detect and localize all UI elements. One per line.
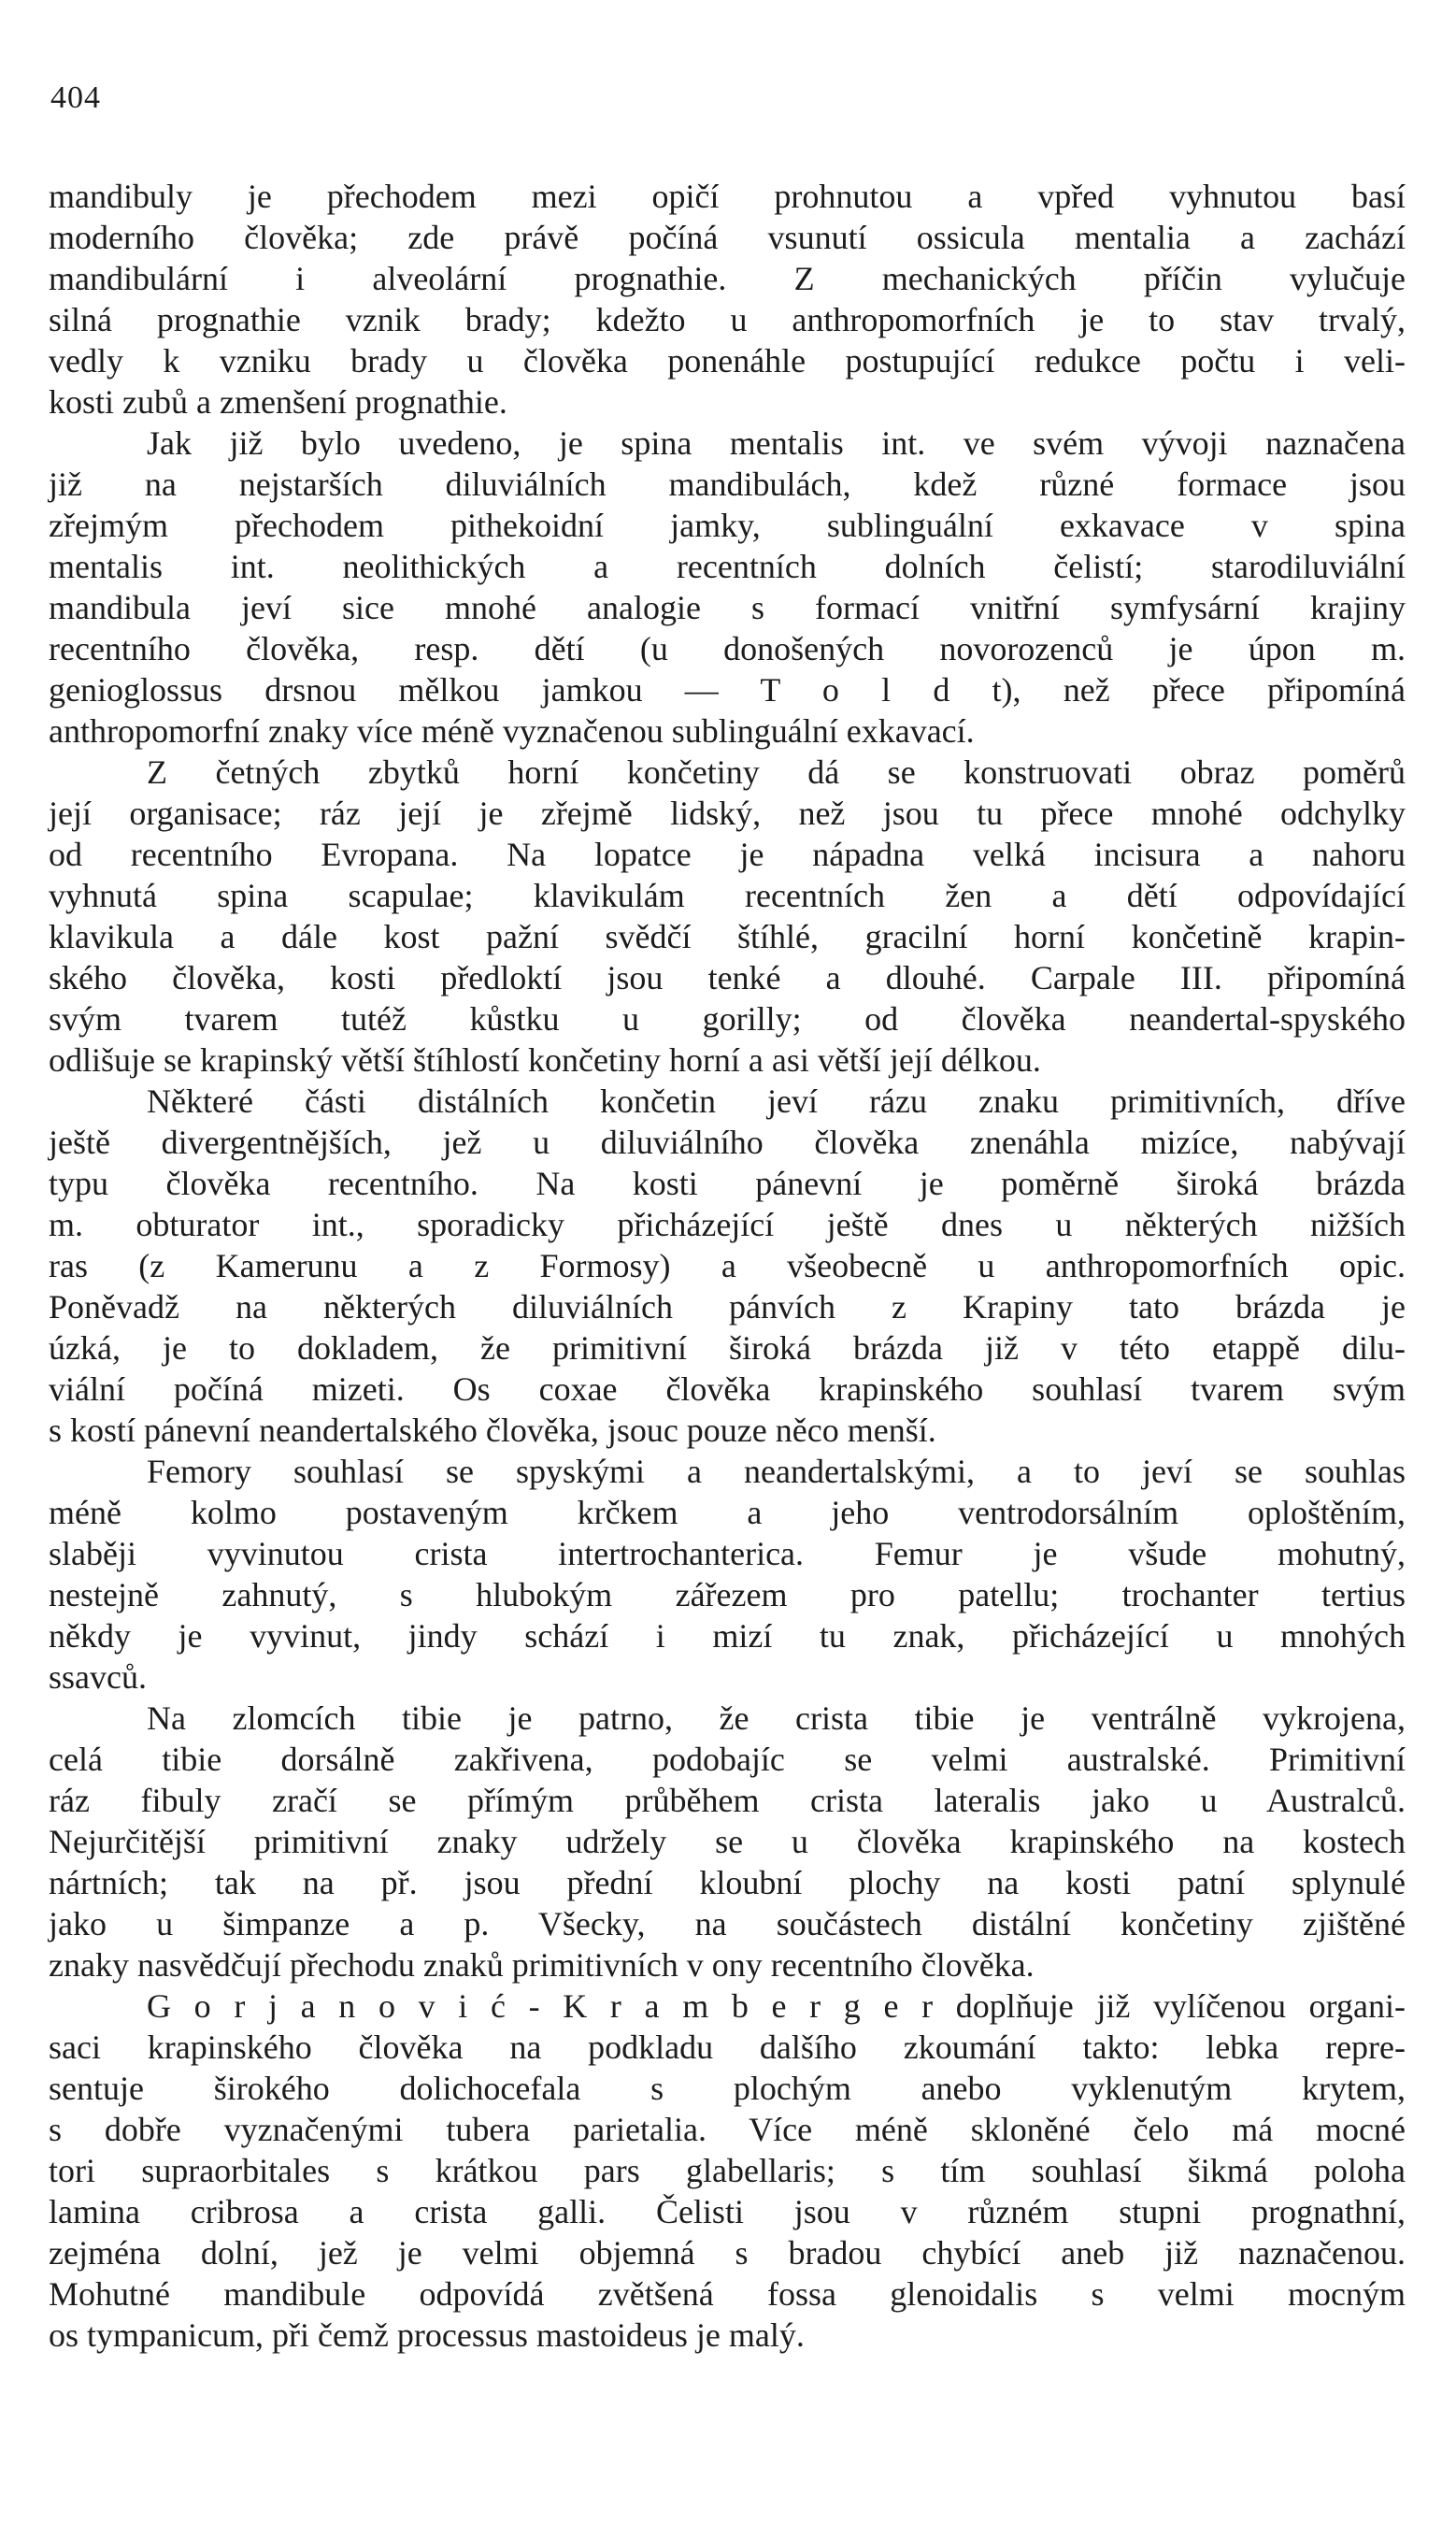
text-line: typu člověka recentního. Na kosti pánevní je poměrně široká brázda	[49, 1165, 1406, 1202]
text-line: mentalis int. neolithických a recentních dolních čelistí; starodiluviální	[49, 548, 1406, 585]
text-line: viální počíná mizeti. Os coxae člověka krapinského souhlasí tvarem svým	[49, 1370, 1406, 1408]
text-line: Poněvadž na některých diluviálních pánvích z Krapiny tato brázda je	[49, 1288, 1406, 1326]
text-line: Některé části distálních končetin jeví rázu znaku primitivních, dříve	[147, 1082, 1406, 1120]
text-line: ras (z Kamerunu a z Formosy) a všeobecně u anthropomorfních opic.	[49, 1247, 1406, 1284]
text-line: již na nejstarších diluviálních mandibulách, kdež různé formace jsou	[49, 466, 1406, 503]
text-line: Femory souhlasí se spyskými a neandertalskými, a to jeví se souhlas	[147, 1453, 1406, 1490]
text-line: m. obturator int., sporadicky přicházející ještě dnes u některých nižších	[49, 1206, 1406, 1243]
text-line: sentuje širokého dolichocefala s plochým anebo vyklenutým krytem,	[49, 2070, 1406, 2107]
text-line: vyhnutá spina scapulae; klavikulám recentních žen a dětí odpovídající	[49, 877, 1406, 914]
text-line: úzká, je to dokladem, že primitivní široká brázda již v této etappě dilu-	[49, 1329, 1406, 1367]
paragraph	[49, 752, 1406, 1081]
body-text	[49, 176, 1406, 2356]
text-line: nártních; tak na př. jsou přední kloubní plochy na kosti patní splynulé	[49, 1864, 1406, 1901]
text-line: méně kolmo postaveným krčkem a jeho ventrodorsálním oploštěním,	[49, 1494, 1406, 1531]
text-line: ještě divergentnějších, jež u diluviálního člověka znenáhla mizíce, nabývají	[49, 1124, 1406, 1161]
text-line: mandibuly je přechodem mezi opičí prohnutou a vpřed vyhnutou basí	[49, 178, 1406, 215]
paragraph	[49, 1451, 1406, 1698]
text-line: Mohutné mandibule odpovídá zvětšená fossa glenoidalis s velmi mocným	[49, 2275, 1406, 2313]
text-line: G o r j a n o v i ć - K r a m b e r g e r doplňuje již vylíčenou organi-	[147, 1987, 1406, 2025]
text-line: Na zlomcích tibie je patrno, že crista tibie je ventrálně vykrojena,	[147, 1699, 1406, 1737]
text-line: mandibulární i alveolární prognathie. Z mechanických příčin vylučuje	[49, 260, 1406, 297]
text-line: slaběji vyvinutou crista intertrochanterica. Femur je všude mohutný,	[49, 1535, 1406, 1572]
text-line: mandibula jeví sice mnohé analogie s formací vnitřní symfysární krajiny	[49, 589, 1406, 626]
paragraph	[49, 1985, 1406, 2356]
text-line: nestejně zahnutý, s hlubokým zářezem pro patellu; trochanter tertius	[49, 1576, 1406, 1613]
paragraph	[49, 1698, 1406, 1985]
text-line: od recentního Evropana. Na lopatce je nápadna velká incisura a nahoru	[49, 836, 1406, 873]
text-line: ského člověka, kosti předloktí jsou tenké a dlouhé. Carpale III. připomíná	[49, 959, 1406, 996]
text-line: její organisace; ráz její je zřejmě lidský, než jsou tu přece mnohé odchylky	[49, 795, 1406, 832]
text-line: silná prognathie vznik brady; kdežto u anthropomorfních je to stav trvalý,	[49, 301, 1406, 338]
text-line: s kostí pánevní neandertalského člověka, jsouc pouze něco menší.	[49, 1412, 936, 1449]
paragraph	[49, 176, 1406, 423]
text-line: někdy je vyvinut, jindy schází i mizí tu znak, přicházející u mnohých	[49, 1617, 1406, 1655]
text-line: tori supraorbitales s krátkou pars glabellaris; s tím souhlasí šikmá poloha	[49, 2152, 1406, 2189]
text-line: odlišuje se krapinský větší štíhlostí končetiny horní a asi větší její délkou.	[49, 1041, 1041, 1079]
text-line: anthropomorfní znaky více méně vyznačenou sublinguální exkavací.	[49, 712, 975, 750]
text-line: svým tvarem tutéž kůstku u gorilly; od člověka neandertal-spyského	[49, 1000, 1406, 1038]
text-line: zejména dolní, jež je velmi objemná s bradou chybící aneb již naznačenou.	[49, 2234, 1406, 2272]
text-line: jako u šimpanze a p. Všecky, na součástech distální končetiny zjištěné	[49, 1905, 1406, 1942]
text-line: os tympanicum, při čemž processus mastoideus je malý.	[49, 2316, 805, 2354]
paragraph	[49, 423, 1406, 752]
paragraph	[49, 1081, 1406, 1451]
page-number: 404	[50, 80, 101, 115]
text-line: vedly k vzniku brady u člověka ponenáhle postupující redukce počtu i veli-	[49, 342, 1406, 380]
text-line: Z četných zbytků horní končetiny dá se konstruovati obraz poměrů	[147, 753, 1406, 791]
text-line: Nejurčitější primitivní znaky udržely se u člověka krapinského na kostech	[49, 1823, 1406, 1860]
text-line: s dobře vyznačenými tubera parietalia. Více méně skloněné čelo má mocné	[49, 2111, 1406, 2148]
text-line: moderního člověka; zde právě počíná vsunutí ossicula mentalia a zachází	[49, 219, 1406, 256]
text-line: znaky nasvědčují přechodu znaků primitivních v ony recentního člověka.	[49, 1946, 1035, 1984]
text-line: lamina cribrosa a crista galli. Čelisti jsou v různém stupni prognathní,	[49, 2193, 1406, 2230]
text-line: klavikula a dále kost pažní svědčí štíhlé, gracilní horní končetině krapin-	[49, 918, 1406, 955]
text-line: celá tibie dorsálně zakřivena, podobajíc se velmi australské. Primitivní	[49, 1741, 1406, 1778]
text-line: kosti zubů a zmenšení prognathie.	[49, 383, 507, 421]
text-line: zřejmým přechodem pithekoidní jamky, sublinguální exkavace v spina	[49, 507, 1406, 544]
text-line: recentního člověka, resp. dětí (u donošených novorozenců je úpon m.	[49, 630, 1406, 667]
text-line: saci krapinského člověka na podkladu dalšího zkoumání takto: lebka repre-	[49, 2028, 1406, 2066]
text-line: genioglossus drsnou mělkou jamkou — T o l d t), než přece připomíná	[49, 671, 1406, 709]
text-line: ssavců.	[49, 1658, 147, 1696]
text-line: Jak již bylo uvedeno, je spina mentalis int. ve svém vývoji naznačena	[147, 424, 1406, 462]
text-line: ráz fibuly zračí se přímým průběhem crista lateralis jako u Australců.	[49, 1782, 1406, 1819]
